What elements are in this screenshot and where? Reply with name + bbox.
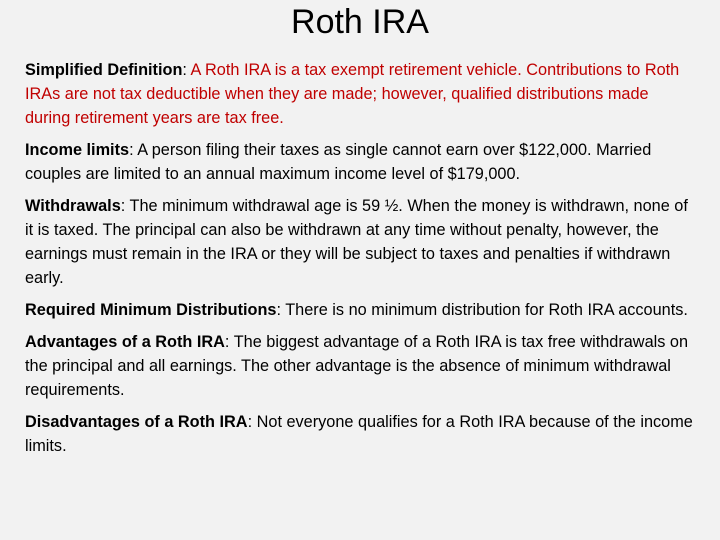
term-separator: : <box>182 61 191 79</box>
section-required-minimum-distributions <box>25 298 693 322</box>
section-withdrawals <box>25 194 693 290</box>
section-body: There is no minimum distribution for Roth IRA accounts. <box>285 301 688 319</box>
section-body: Not everyone qualifies for a Roth IRA because of the income limits. <box>25 413 693 455</box>
section-term: Income limits <box>25 141 130 159</box>
section-disadvantages <box>25 410 693 458</box>
section-term: Required Minimum Distributions <box>25 301 277 319</box>
section-advantages <box>25 330 693 402</box>
section-simplified-definition <box>25 58 693 130</box>
section-body: A person filing their taxes as single cannot earn over $122,000. Married couples are limited to an annual maximum income level of $179,000. <box>25 141 652 183</box>
content-body <box>25 58 693 466</box>
term-separator: : <box>247 413 257 431</box>
section-body: A Roth IRA is a tax exempt retirement vehicle. Contributions to Roth IRAs are not tax deductible when they are made; however, qualified distributions made during retirement years are tax free. <box>25 61 680 127</box>
term-separator: : <box>224 333 234 351</box>
page-title: Roth IRA <box>291 3 429 41</box>
section-body: The biggest advantage of a Roth IRA is tax free withdrawals on the principal and all earnings. The other advantage is the absence of minimum withdrawal requirements. <box>25 333 689 399</box>
section-term: Simplified Definition <box>25 61 183 79</box>
term-separator: : <box>129 141 138 159</box>
section-term: Disadvantages of a Roth IRA <box>25 413 248 431</box>
term-separator: : <box>120 197 130 215</box>
section-income-limits <box>25 138 693 186</box>
section-term: Withdrawals <box>25 197 121 215</box>
section-body: The minimum withdrawal age is 59 ½. When the money is withdrawn, none of it is taxed. The principal can also be withdrawn at any time without penalty, however, the earnings must remain in the IRA or they will be subject to taxes and penalties if withdrawn early. <box>25 197 688 287</box>
term-separator: : <box>276 301 286 319</box>
section-term: Advantages of a Roth IRA <box>25 333 225 351</box>
